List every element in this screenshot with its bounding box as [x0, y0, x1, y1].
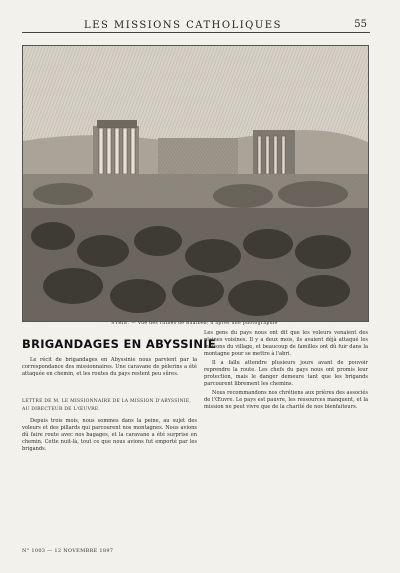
left-body-paragraph: Depuis trois mois, nous sommes dans la peine, au sujet des voleurs et des pillards qui parcourent nos montagnes. Nous avions dû faire route avec nos bagages, et la caravane a été surprise en chemin. Cette nuit-là, tout ce que nous avions fut emporté par les brigands. [22, 418, 197, 452]
illustration-caption: SYRIE. — Vue des ruines de Baalbek; d'après une photographie [111, 321, 278, 326]
article-intro [22, 357, 197, 380]
right-body-paragraph: Les gens du pays nous ont dit que les voleurs venaient des plaines voisines. Il y a deux mois, ils avaient déjà attaqué les maisons du village, et beaucoup de familles ont dû fuir dans la montagne pour se mettre à l'abri. [204, 330, 368, 357]
intro-paragraph: Le récit de brigandages en Abyssinie nous parvient par la correspondance des missionnaires. Une caravane de pèlerins a été attaquée en chemin, et les routes du pays restent peu sûres. [22, 357, 197, 377]
header-rule [22, 32, 370, 33]
right-body-paragraph: Il a fallu attendre plusieurs jours avant de pouvoir reprendre la route. Les chefs du pays nous ont promis leur protection, mais le danger demeure tant que les brigands parcourent librement les chemins. [204, 360, 368, 387]
engraving-illustration [22, 45, 369, 322]
issue-footer: N° 1003 — 12 NOVEMBRE 1897 [22, 548, 114, 554]
article-right-column [204, 330, 368, 413]
article-title: BRIGANDAGES EN ABYSSINIE [22, 337, 217, 351]
right-body-paragraph: Nous recommandons nos chrétiens aux prières des associés de l'Œuvre. Le pays est pauvre, les ressources manquent, et la mission ne peut vivre que de la charité de nos bienfaiteurs. [204, 390, 368, 410]
engraving-ruins-landscape-image [23, 46, 368, 321]
article-left-column [22, 418, 197, 455]
page-number: 55 [354, 19, 367, 30]
letter-subheading: LETTRE DE M. LE MISSIONNAIRE DE LA MISSION D'ABYSSINIE, AU DIRECTEUR DE L'ŒUVRE. [22, 399, 192, 412]
running-head: LES MISSIONS CATHOLIQUES [84, 20, 282, 31]
